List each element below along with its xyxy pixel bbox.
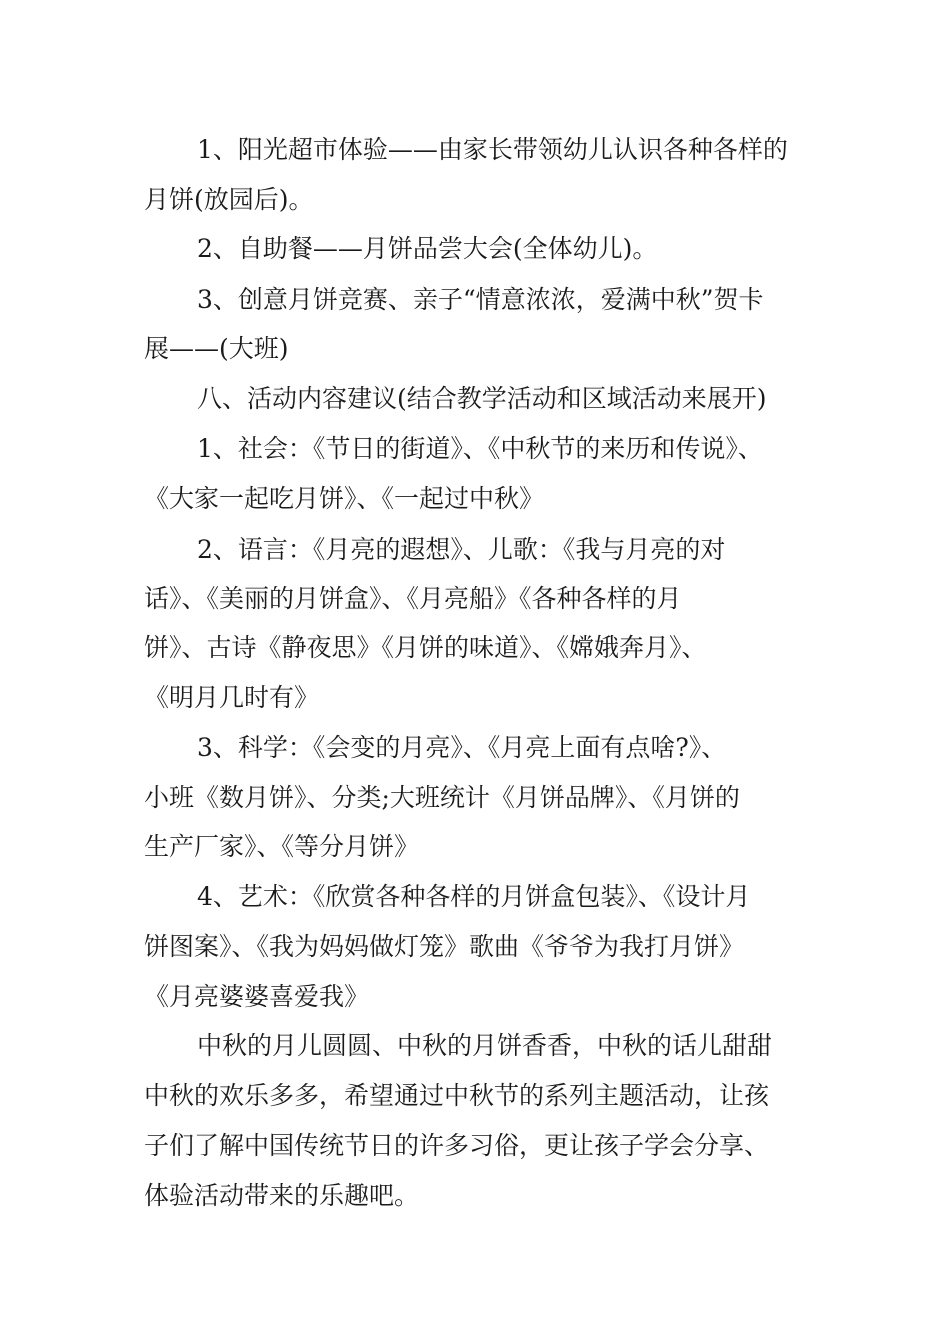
text-line: 2、自助餐——月饼品尝大会(全体幼儿)。 xyxy=(197,234,658,263)
text-line: 中秋的月儿圆圆、中秋的月饼香香，中秋的话儿甜甜 xyxy=(197,1031,773,1060)
text-line: 子们了解中国传统节日的许多习俗，更让孩子学会分享、 xyxy=(144,1131,770,1160)
text-line: 体验活动带来的乐趣吧。 xyxy=(144,1181,420,1210)
text-line: 1、社会：《节日的街道》、《中秋节的来历和传说》、 xyxy=(197,434,763,463)
text-line: 话》、《美丽的月饼盒》、《月亮船》《各种各样的月 xyxy=(144,584,682,613)
text-line: 4、艺术：《欣赏各种各样的月饼盒包装》、《设计月 xyxy=(197,882,751,911)
text-line: 3、科学：《会变的月亮》、《月亮上面有点啥?》、 xyxy=(197,733,727,762)
section-heading: 八、活动内容建议(结合教学活动和区域活动来展开) xyxy=(197,384,767,413)
text-line: 2、语言：《月亮的遐想》、儿歌：《我与月亮的对 xyxy=(197,535,726,564)
text-line: 《明月几时有》 xyxy=(144,683,320,712)
text-line: 展——(大班) xyxy=(144,334,289,363)
text-line: 《大家一起吃月饼》、《一起过中秋》 xyxy=(144,484,545,513)
text-line: 小班《数月饼》、分类;大班统计《月饼品牌》、《月饼的 xyxy=(144,783,740,812)
text-line: 3、创意月饼竞赛、亲子“情意浓浓，爱满中秋”贺卡 xyxy=(197,285,764,314)
text-line: 生产厂家》、《等分月饼》 xyxy=(144,832,420,861)
text-line: 《月亮婆婆喜爱我》 xyxy=(144,982,370,1011)
text-line: 中秋的欢乐多多，希望通过中秋节的系列主题活动，让孩 xyxy=(144,1081,770,1110)
text-line: 1、阳光超市体验——由家长带领幼儿认识各种各样的 xyxy=(197,135,788,164)
text-line: 月饼(放园后)。 xyxy=(144,185,314,214)
text-line: 饼》、古诗《静夜思》《月饼的味道》、《嫦娥奔月》、 xyxy=(144,633,707,662)
text-line: 饼图案》、《我为妈妈做灯笼》歌曲《爷爷为我打月饼》 xyxy=(144,932,745,961)
